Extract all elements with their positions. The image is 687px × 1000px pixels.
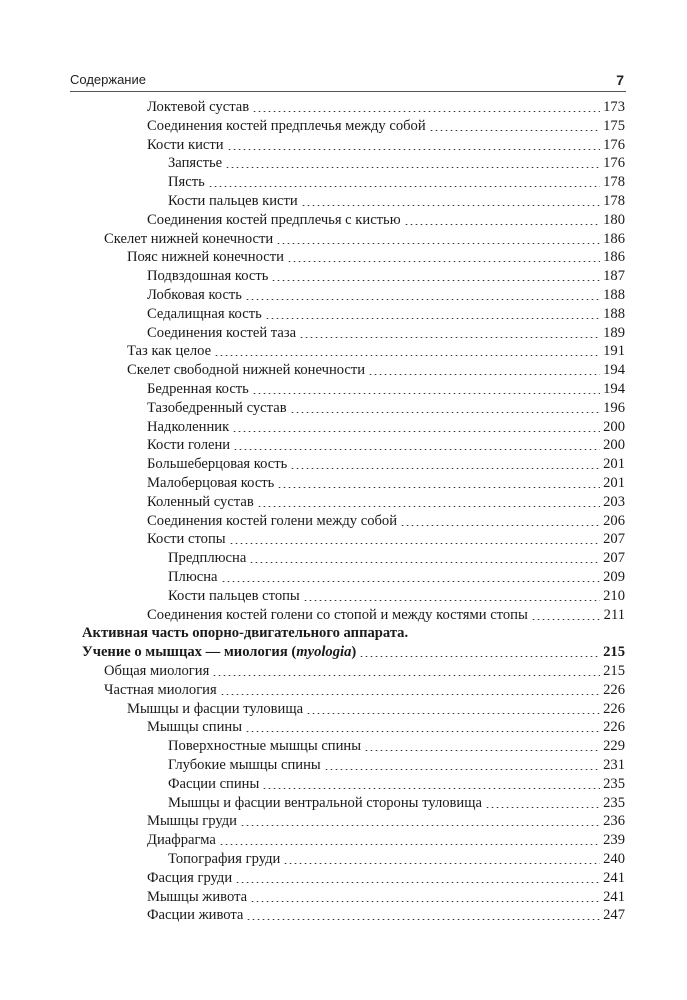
toc-entry-page: 175 bbox=[603, 117, 625, 134]
dot-leader bbox=[227, 149, 601, 150]
toc-entry-label: Соединения костей голени со стопой и между костями стопы bbox=[147, 606, 528, 623]
toc-entry-label: Бедренная кость bbox=[147, 381, 249, 397]
toc-entry-label: Плюсна bbox=[168, 569, 218, 585]
toc-entry-page: 201 bbox=[603, 475, 625, 491]
toc-entry-page: 201 bbox=[603, 456, 625, 473]
toc-entry-label: Кости пальцев кисти bbox=[168, 193, 298, 209]
toc-entry-page: 241 bbox=[603, 888, 625, 905]
toc-entry-label: Соединения костей предплечья между собой bbox=[147, 117, 426, 134]
toc-entry-label: Активная часть опорно-двигательного аппарата. bbox=[82, 625, 409, 642]
toc-entry bbox=[82, 624, 625, 642]
toc-entry bbox=[104, 662, 625, 680]
toc-entry-label: Пясть bbox=[168, 174, 205, 191]
dot-leader bbox=[306, 713, 600, 714]
dot-leader bbox=[208, 186, 600, 187]
dot-leader bbox=[257, 506, 600, 507]
toc-entry-page: 180 bbox=[603, 211, 625, 228]
dot-leader bbox=[252, 393, 600, 394]
toc-entry bbox=[82, 643, 625, 661]
dot-leader bbox=[404, 224, 600, 225]
toc-entry bbox=[147, 98, 625, 116]
dot-leader bbox=[229, 543, 601, 544]
toc-entry-page: 203 bbox=[603, 493, 625, 510]
toc-entry-label: Скелет нижней конечности bbox=[104, 230, 274, 247]
toc-entry-page: 188 bbox=[603, 305, 625, 322]
dot-leader bbox=[221, 581, 601, 582]
toc-entry-page: 226 bbox=[603, 700, 625, 717]
toc-entry-label: Кости голени bbox=[147, 437, 231, 454]
toc-entry-page: 189 bbox=[603, 324, 625, 341]
dot-leader bbox=[245, 299, 600, 300]
toc-entry-page: 186 bbox=[603, 230, 625, 247]
toc-entry-label: Кости кисти bbox=[147, 136, 224, 153]
toc-entry bbox=[147, 211, 625, 229]
dot-leader bbox=[276, 243, 600, 244]
toc-entry bbox=[168, 154, 625, 172]
toc-entry-label: Учение о мышцах — миология (myologia) bbox=[82, 644, 357, 661]
toc-entry bbox=[147, 718, 625, 736]
toc-entry bbox=[147, 906, 625, 924]
toc-entry-page: 215 bbox=[603, 644, 625, 661]
toc-entry-label: Локтевой сустав bbox=[147, 99, 250, 115]
dot-leader bbox=[531, 619, 601, 620]
toc-entry-label: Диафрагма bbox=[147, 832, 216, 849]
toc-entry-page: 226 bbox=[603, 681, 625, 698]
toc-entry-page: 194 bbox=[603, 381, 625, 397]
header-page-number: 7 bbox=[616, 72, 624, 88]
toc-entry-label: Пояс нижней конечности bbox=[127, 249, 284, 266]
toc-entry bbox=[147, 267, 625, 285]
toc-entry-page: 235 bbox=[603, 775, 625, 792]
toc-entry-label: Соединения костей таза bbox=[147, 324, 297, 341]
toc-entry-label: Таз как целое bbox=[127, 343, 212, 360]
dot-leader bbox=[233, 449, 600, 450]
toc-entry-page: 206 bbox=[603, 512, 625, 529]
toc-entry bbox=[127, 361, 625, 379]
dot-leader bbox=[368, 374, 600, 375]
dot-leader bbox=[232, 431, 600, 432]
toc-entry-label: Мышцы живота bbox=[147, 888, 248, 905]
toc-entry bbox=[168, 794, 625, 812]
dot-leader bbox=[249, 562, 600, 563]
toc-entry-page: 176 bbox=[603, 136, 625, 153]
toc-entry bbox=[147, 831, 625, 849]
toc-entry-label: Надколенник bbox=[147, 418, 230, 435]
toc-entry-page: 196 bbox=[603, 399, 625, 416]
toc-entry-page: 209 bbox=[603, 569, 625, 585]
toc-entry bbox=[147, 418, 625, 436]
dot-leader bbox=[324, 769, 600, 770]
toc-entry bbox=[104, 230, 625, 248]
toc-entry bbox=[147, 869, 625, 887]
toc-entry-page: 178 bbox=[603, 193, 625, 209]
toc-entry bbox=[168, 756, 625, 774]
toc-entry-page: 235 bbox=[603, 794, 625, 811]
toc-entry-page: 215 bbox=[603, 663, 625, 679]
toc-entry-label: Общая миология bbox=[104, 663, 210, 679]
toc-entry bbox=[168, 737, 625, 755]
toc-entry bbox=[168, 850, 625, 868]
toc-entry-page: 178 bbox=[603, 174, 625, 191]
toc-entry-label: Лобковая кость bbox=[147, 287, 242, 303]
toc-entry-label: Кости пальцев стопы bbox=[168, 587, 300, 604]
toc-entry bbox=[147, 493, 625, 511]
toc-entry bbox=[147, 399, 625, 417]
toc-entry bbox=[147, 436, 625, 454]
toc-entry bbox=[104, 681, 625, 699]
dot-leader bbox=[265, 318, 600, 319]
dot-leader bbox=[252, 111, 600, 112]
toc-entry-page: 186 bbox=[603, 249, 625, 266]
dot-leader bbox=[277, 487, 600, 488]
toc-entry bbox=[127, 700, 625, 718]
dot-leader bbox=[364, 750, 600, 751]
toc-entry bbox=[168, 192, 625, 210]
toc-entry-label: Поверхностные мышцы спины bbox=[168, 738, 362, 755]
toc-entry-page: 241 bbox=[603, 869, 625, 886]
toc-entry-page: 210 bbox=[603, 587, 625, 604]
toc-entry-page: 211 bbox=[603, 606, 625, 623]
toc-entry bbox=[147, 512, 625, 530]
toc-entry bbox=[147, 812, 625, 830]
toc-entry-label: Коленный сустав bbox=[147, 493, 254, 510]
header-rule bbox=[70, 91, 626, 92]
toc-entry bbox=[147, 136, 625, 154]
toc-entry bbox=[147, 305, 625, 323]
dot-leader bbox=[485, 807, 600, 808]
toc-entry bbox=[147, 380, 625, 398]
dot-leader bbox=[245, 731, 600, 732]
dot-leader bbox=[400, 525, 600, 526]
toc-entry-page: 247 bbox=[603, 907, 625, 924]
toc-entry-label: Скелет свободной нижней конечности bbox=[127, 362, 366, 379]
toc-entry-page: 173 bbox=[603, 99, 625, 115]
toc-entry-label: Частная миология bbox=[104, 681, 217, 698]
toc-entry-page: 226 bbox=[603, 719, 625, 736]
toc-entry-page: 191 bbox=[603, 343, 625, 360]
toc-entry-page: 239 bbox=[603, 832, 625, 849]
header-title: Содержание bbox=[70, 72, 146, 87]
dot-leader bbox=[262, 788, 600, 789]
toc-entry-label: Фасция груди bbox=[147, 869, 233, 886]
toc-entry-label: Фасции спины bbox=[168, 775, 260, 792]
dot-leader bbox=[271, 280, 600, 281]
toc-entry-page: 207 bbox=[603, 531, 625, 548]
toc-entry-label: Мышцы спины bbox=[147, 719, 242, 736]
toc-entry bbox=[168, 775, 625, 793]
dot-leader bbox=[240, 825, 600, 826]
toc-entry-label: Мышцы и фасции вентральной стороны туловища bbox=[168, 794, 482, 811]
toc-entry-label: Топография груди bbox=[168, 851, 281, 867]
toc-entry-page: 236 bbox=[603, 813, 625, 830]
toc-entry-page: 187 bbox=[603, 268, 625, 285]
dot-leader bbox=[214, 355, 600, 356]
toc-entry bbox=[168, 173, 625, 191]
toc-entry bbox=[168, 568, 625, 586]
toc-entry-label: Соединения костей предплечья с кистью bbox=[147, 211, 401, 228]
dot-leader bbox=[235, 882, 600, 883]
dot-leader bbox=[301, 205, 600, 206]
toc-entry-label: Кости стопы bbox=[147, 531, 226, 548]
dot-leader bbox=[429, 130, 600, 131]
toc-entry-label: Подвздошная кость bbox=[147, 268, 269, 285]
toc-entry-page: 207 bbox=[603, 550, 625, 567]
toc-entry-label: Мышцы груди bbox=[147, 813, 237, 830]
toc-entry-label: Запястье bbox=[168, 155, 223, 172]
dot-leader bbox=[287, 261, 600, 262]
dot-leader bbox=[299, 337, 600, 338]
toc-entry bbox=[147, 606, 625, 624]
dot-leader bbox=[225, 167, 600, 168]
dot-leader bbox=[219, 844, 600, 845]
toc-entry-label: Предплюсна bbox=[168, 550, 247, 567]
toc-entry-label: Соединения костей голени между собой bbox=[147, 512, 398, 529]
toc-entry bbox=[147, 324, 625, 342]
toc-entry bbox=[147, 530, 625, 548]
toc-entry-page: 194 bbox=[603, 362, 625, 379]
toc-entry bbox=[168, 549, 625, 567]
toc-entry-label: Фасции живота bbox=[147, 907, 244, 924]
toc-entry bbox=[127, 248, 625, 266]
toc-entry-page: 229 bbox=[603, 738, 625, 755]
toc-entry-page: 188 bbox=[603, 287, 625, 303]
toc-entry bbox=[147, 474, 625, 492]
toc-entry-page: 200 bbox=[603, 437, 625, 454]
toc-entry bbox=[168, 587, 625, 605]
toc-entry-label: Малоберцовая кость bbox=[147, 475, 275, 491]
toc-entry bbox=[147, 455, 625, 473]
dot-leader bbox=[246, 919, 600, 920]
toc-entry bbox=[147, 286, 625, 304]
toc-entry-label: Глубокие мышцы спины bbox=[168, 757, 321, 773]
dot-leader bbox=[303, 600, 600, 601]
toc-entry bbox=[127, 342, 625, 360]
dot-leader bbox=[212, 675, 600, 676]
toc-entry-label: Мышцы и фасции туловища bbox=[127, 700, 304, 717]
toc-entry-page: 231 bbox=[603, 757, 625, 773]
toc-entry-label: Большеберцовая кость bbox=[147, 456, 288, 473]
toc-entry-page: 176 bbox=[603, 155, 625, 172]
dot-leader bbox=[290, 468, 600, 469]
running-header bbox=[70, 72, 624, 92]
toc-entry-page: 240 bbox=[603, 851, 625, 867]
dot-leader bbox=[283, 863, 600, 864]
dot-leader bbox=[220, 694, 600, 695]
dot-leader bbox=[359, 656, 600, 657]
dot-leader bbox=[250, 901, 600, 902]
toc-entry bbox=[147, 117, 625, 135]
dot-leader bbox=[290, 412, 601, 413]
toc-entry bbox=[147, 888, 625, 906]
toc-entry-label: Тазобедренный сустав bbox=[147, 399, 287, 416]
toc-entry-page: 200 bbox=[603, 418, 625, 435]
toc-entry-label: Седалищная кость bbox=[147, 305, 262, 322]
